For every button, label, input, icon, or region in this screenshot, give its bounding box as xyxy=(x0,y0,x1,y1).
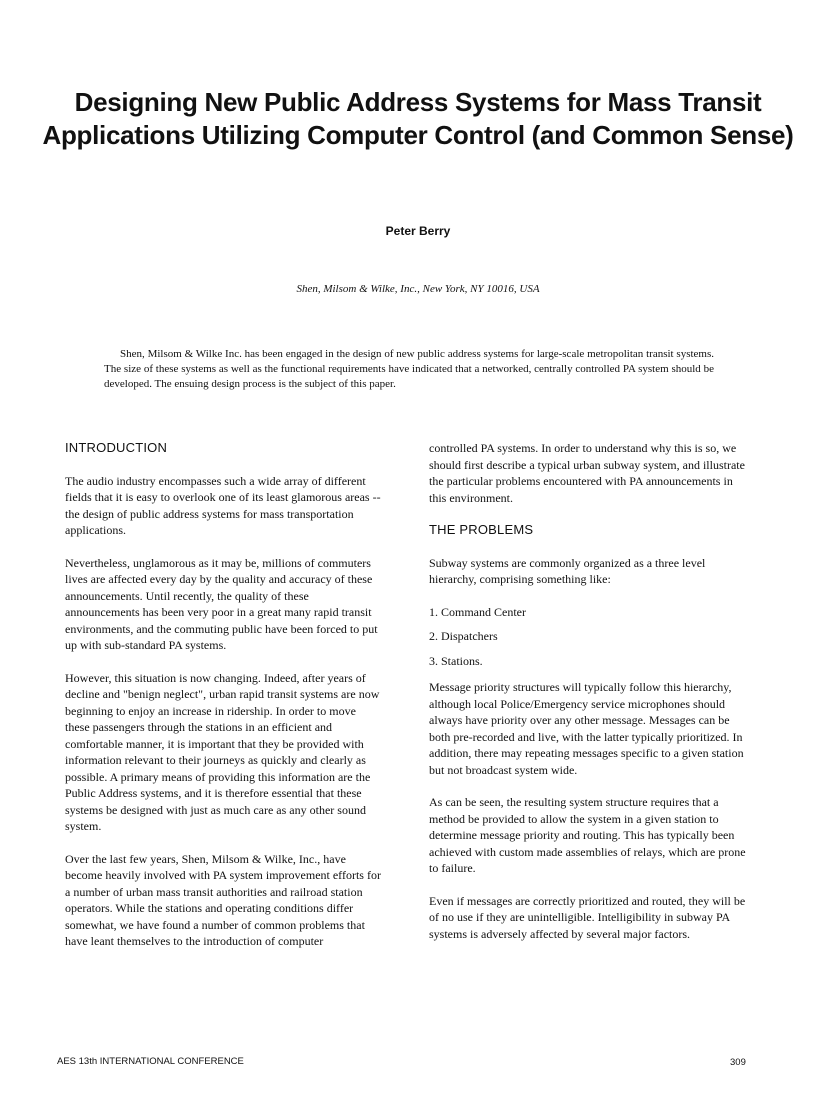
problems-paragraph-3: Even if messages are correctly prioritized and routed, they will be of no use if they are unintelligible. Intelligibility in subway PA systems is adversely affected by several major factors. xyxy=(429,893,746,941)
list-item: 2. Dispatchers xyxy=(429,629,498,643)
left-column xyxy=(65,440,383,966)
paper-title: Designing New Public Address Systems for Mass Transit Applications Utilizing Computer Control (and Common Sense) xyxy=(42,87,794,150)
intro-continuation: controlled PA systems. In order to understand why this is so, we should first describe a typical urban subway system, and illustrate the particular problems encountered with PA announcements in this environment. xyxy=(429,441,745,505)
page-number: 309 xyxy=(730,1057,746,1068)
hierarchy-list xyxy=(429,604,751,670)
footer-conference: AES 13th INTERNATIONAL CONFERENCE xyxy=(57,1056,244,1067)
intro-paragraph-2: Nevertheless, unglamorous as it may be, millions of commuters lives are affected every day by the quality and accuracy of these announcements. Until recently, the quality of these announcements has been very poor in a great many rapid transit environments, and the commuting public have been forced to put up with sub-standard PA systems. xyxy=(65,555,378,652)
author-name: Peter Berry xyxy=(385,224,451,238)
author-affiliation: Shen, Milsom & Wilke, Inc., New York, NY 10016, USA xyxy=(296,283,540,295)
problems-intro: Subway systems are commonly organized as a three level hierarchy, comprising something like: xyxy=(429,555,706,586)
list-item: 3. Stations. xyxy=(429,653,483,668)
abstract: Shen, Milsom & Wilke Inc. has been engaged in the design of new public address systems for large-scale metropolitan transit systems. The size of these systems as well as the functional requirements have indicated that a networked, centrally controlled PA system should be developed. The ensuing design process is the subject of this paper. xyxy=(104,348,714,390)
problems-paragraph-2: As can be seen, the resulting system structure requires that a method be provided to allow the system in a given station to determine message priority and routing. This has typically been achieved with custom made assemblies of relays, which are prone to failure. xyxy=(429,795,746,875)
intro-paragraph-1: The audio industry encompasses such a wide array of different fields that it is easy to overlook one of its least glamorous areas -- the design of public address systems for mass transportation applications. xyxy=(65,473,381,537)
section-heading-problems: THE PROBLEMS xyxy=(429,522,534,537)
intro-paragraph-3: However, this situation is now changing. Indeed, after years of decline and "benign neglect", urban rapid transit systems are now beginning to enjoy an increase in ridership. In order to move these passengers through the stations in an efficient and comfortable manner, it is important that they be provided with information relevant to their journeys as quickly and clearly as possible. A primary means of providing this information are the Public Address systems, and it is therefore essential that these systems be designed with just as much care as any other sound system. xyxy=(65,670,380,833)
section-heading-introduction: INTRODUCTION xyxy=(65,440,168,455)
right-column xyxy=(429,440,751,958)
problems-paragraph-1: Message priority structures will typically follow this hierarchy, although local Police/Emergency service microphones should always have priority over any other message. Messages can be both pre-recorded and live, with the latter typically prioritized. In addition, there may repeating messages specific to a given station but not broadcast system wide. xyxy=(429,680,744,777)
intro-paragraph-4: Over the last few years, Shen, Milsom & Wilke, Inc., have become heavily involved with PA system improvement efforts for a number of urban mass transit authorities and railroad station operators. While the stations and operating conditions differ somewhat, we have found a number of common problems that have leant themselves to the introduction of computer xyxy=(65,851,381,948)
list-item: 1. Command Center xyxy=(429,604,526,619)
